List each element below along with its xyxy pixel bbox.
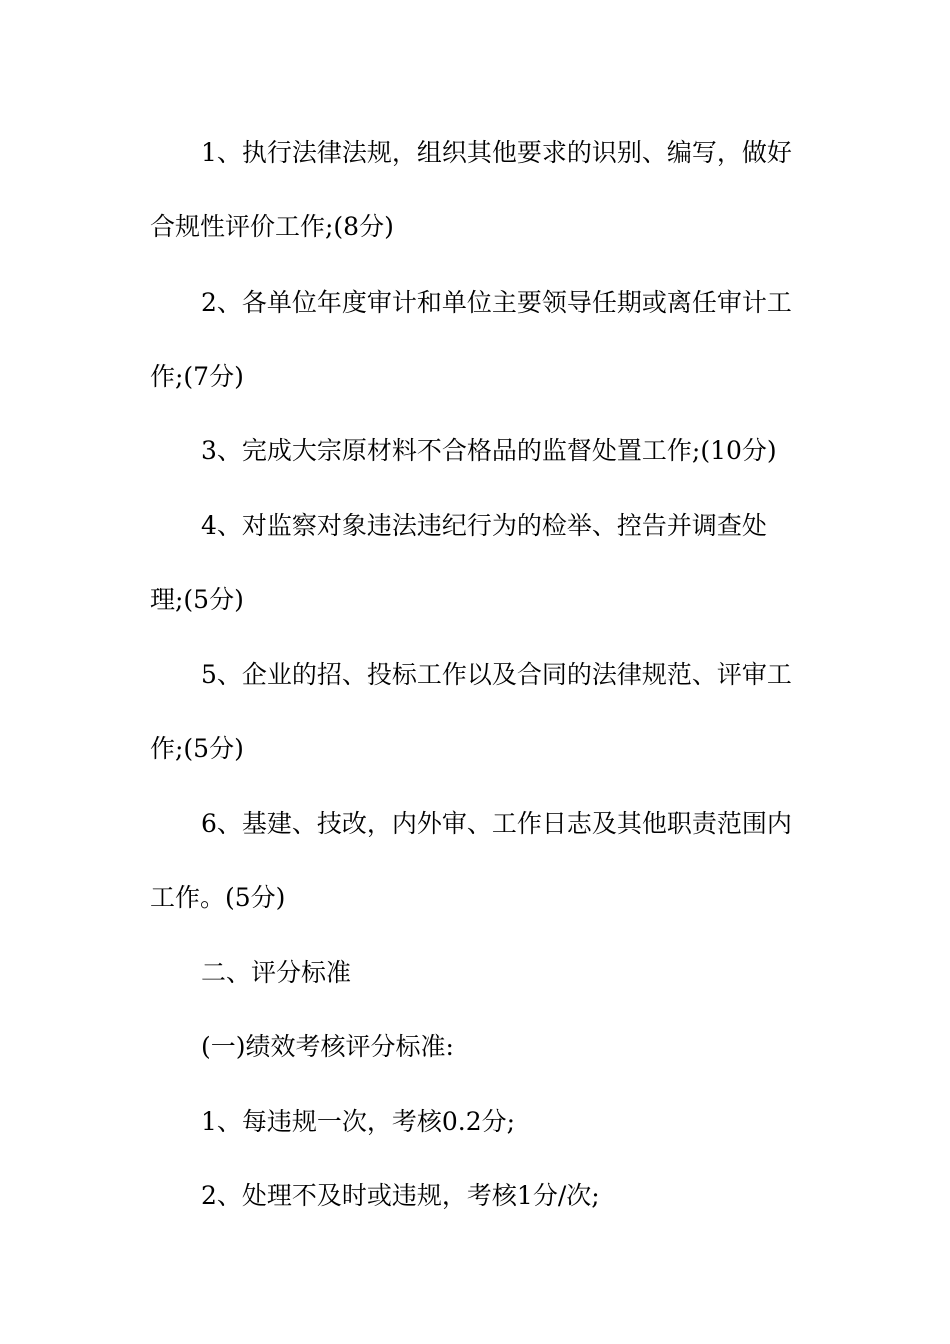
paragraph-line: 5、企业的招、投标工作以及合同的法律规范、评审工 <box>201 660 792 689</box>
subsection-heading: (一)绩效考核评分标准: <box>201 1032 454 1061</box>
paragraph-line: 合规性评价工作;(8分) <box>150 212 394 241</box>
paragraph-line: 1、每违规一次，考核0.2分; <box>201 1107 516 1136</box>
section-heading: 二、评分标准 <box>201 958 352 987</box>
paragraph-line: 工作。(5分) <box>150 883 286 912</box>
paragraph-line: 4、对监察对象违法违纪行为的检举、控告并调查处 <box>201 511 767 540</box>
paragraph-line: 6、基建、技改，内外审、工作日志及其他职责范围内 <box>201 809 792 838</box>
paragraph-line: 理;(5分) <box>150 585 244 614</box>
paragraph-line: 作;(5分) <box>150 734 244 763</box>
paragraph-line: 2、各单位年度审计和单位主要领导任期或离任审计工 <box>201 288 792 317</box>
paragraph-line: 1、执行法律法规，组织其他要求的识别、编写，做好 <box>201 138 792 167</box>
paragraph-line: 作;(7分) <box>150 362 244 391</box>
paragraph-line: 3、完成大宗原材料不合格品的监督处置工作;(10分) <box>201 436 777 465</box>
paragraph-line: 2、处理不及时或违规，考核1分/次; <box>201 1181 600 1210</box>
